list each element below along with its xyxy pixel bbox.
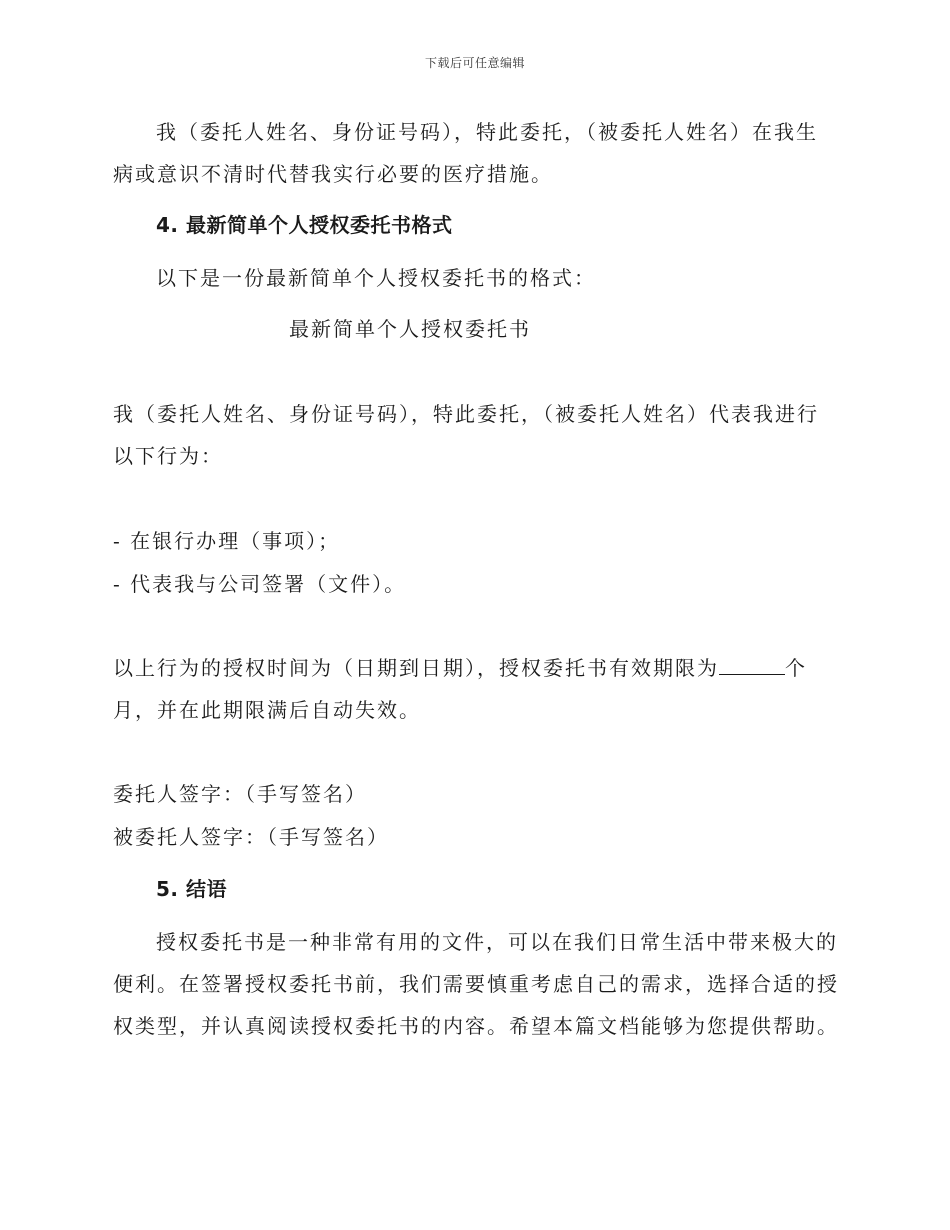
section-4-heading: 4. 最新简单个人授权委托书格式 — [156, 213, 453, 237]
validity-line-2: 月，并在此期限满后自动失效。 — [113, 698, 421, 722]
validity-line-1-unit: 个 — [785, 656, 807, 680]
conclusion-line-3: 权类型，并认真阅读授权委托书的内容。希望本篇文档能够为您提供帮助。 — [113, 1014, 839, 1038]
template-body-line-1: 我（委托人姓名、身份证号码），特此委托，（被委托人姓名）代表我进行 — [113, 402, 819, 426]
template-body-line-2: 以下行为： — [113, 444, 223, 468]
section-5-heading: 5. 结语 — [156, 877, 227, 901]
conclusion-line-2: 便利。在签署授权委托书前，我们需要慎重考虑自己的需求，选择合适的授 — [113, 972, 839, 996]
validity-line-1-text: 以上行为的授权时间为（日期到日期），授权委托书有效期限为 — [113, 656, 719, 680]
section-4-intro: 以下是一份最新简单个人授权委托书的格式： — [156, 266, 596, 290]
paragraph-1-line-1: 我（委托人姓名、身份证号码），特此委托，（被委托人姓名）在我生 — [156, 120, 818, 144]
blank-fill-field — [719, 656, 785, 675]
signature-agent: 被委托人签字：（手写签名） — [113, 825, 389, 849]
conclusion-line-1: 授权委托书是一种非常有用的文件，可以在我们日常生活中带来极大的 — [156, 930, 838, 954]
signature-principal: 委托人签字：（手写签名） — [113, 782, 367, 806]
page-header: 下载后可任意编辑 — [424, 56, 525, 70]
validity-line-1 — [113, 652, 807, 681]
paragraph-1-line-2: 病或意识不清时代替我实行必要的医疗措施。 — [113, 162, 553, 186]
template-item-1: - 在银行办理（事项）； — [113, 529, 341, 553]
template-item-2: - 代表我与公司签署（文件）。 — [113, 572, 407, 596]
template-title: 最新简单个人授权委托书 — [289, 317, 531, 341]
